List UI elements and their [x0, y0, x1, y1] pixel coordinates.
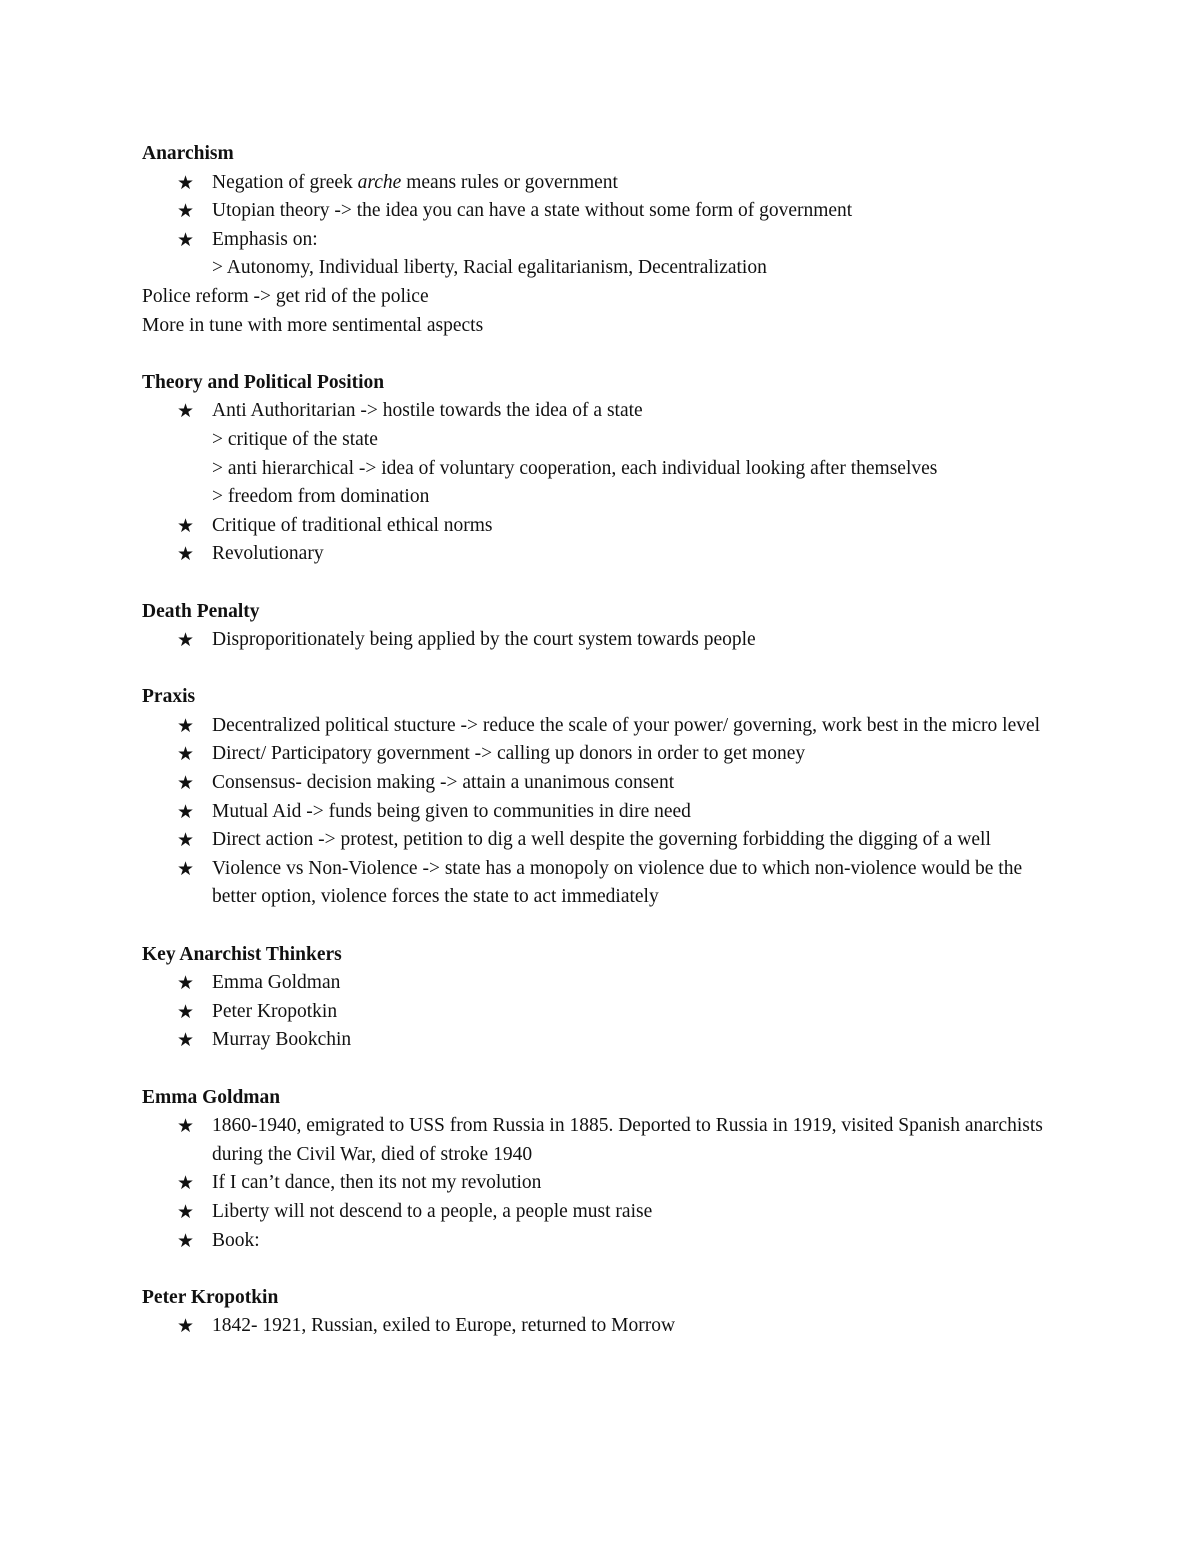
star-icon: ★ [177, 1172, 195, 1195]
sub-item: > Autonomy, Individual liberty, Racial egalitarianism, Decentralization [212, 257, 767, 279]
bullet-item [142, 512, 1062, 541]
bullet-item [142, 798, 1062, 827]
star-icon: ★ [177, 400, 195, 423]
bullet-item [142, 826, 1062, 855]
heading-praxis: Praxis [142, 686, 196, 708]
bullet-text: Violence vs Non-Violence -> state has a monopoly on violence due to which non-violence would be the better option, violence forces the state to act immediately [212, 857, 1023, 908]
star-icon: ★ [177, 1029, 195, 1052]
bullet-item [142, 197, 1062, 226]
star-icon: ★ [177, 1315, 195, 1338]
sub-item: > anti hierarchical -> idea of voluntary cooperation, each individual looking after themselves [212, 457, 938, 479]
star-icon: ★ [177, 800, 195, 823]
heading-peter-kropotkin: Peter Kropotkin [142, 1286, 279, 1308]
bullet-text: If I can’t dance, then its not my revolution [212, 1172, 542, 1194]
bullet-text: Disproporitionately being applied by the court system towards people [212, 629, 756, 651]
star-icon: ★ [177, 714, 195, 737]
star-icon: ★ [177, 972, 195, 995]
bullet-text: means rules or government [401, 171, 618, 193]
document-page [142, 140, 1062, 1341]
bullet-item [142, 169, 1062, 198]
bullet-text: Murray Bookchin [212, 1029, 352, 1051]
star-icon: ★ [177, 1229, 195, 1252]
bullet-item [142, 626, 1062, 655]
star-icon: ★ [177, 228, 195, 251]
bullet-item [142, 969, 1062, 998]
star-icon: ★ [177, 171, 195, 194]
bullet-text: Utopian theory -> the idea you can have a state without some form of government [212, 200, 853, 222]
bullet-text: Direct/ Participatory government -> calling up donors in order to get money [212, 743, 806, 765]
heading-death-penalty: Death Penalty [142, 600, 260, 622]
spacer [142, 569, 1062, 598]
star-icon: ★ [177, 514, 195, 537]
bullet-item [142, 226, 1062, 255]
bullet-text: Anti Authoritarian -> hostile towards the idea of a state [212, 400, 643, 422]
bullet-item [142, 712, 1062, 741]
sub-item: > freedom from domination [212, 486, 430, 508]
bullet-text: 1842- 1921, Russian, exiled to Europe, returned to Morrow [212, 1315, 676, 1337]
star-icon: ★ [177, 1200, 195, 1223]
star-icon: ★ [177, 629, 195, 652]
star-icon: ★ [177, 772, 195, 795]
bullet-item [142, 1312, 1062, 1341]
bullet-text: Mutual Aid -> funds being given to communities in dire need [212, 800, 691, 822]
bullet-item [142, 540, 1062, 569]
bullet-text-italic: arche [357, 171, 402, 193]
bullet-item [142, 998, 1062, 1027]
bullet-item [142, 740, 1062, 769]
bullet-item [142, 397, 1062, 426]
bullet-item [142, 855, 1062, 912]
star-icon: ★ [177, 857, 195, 880]
bullet-text: Critique of traditional ethical norms [212, 514, 493, 536]
bullet-text: Emphasis on: [212, 228, 318, 250]
bullet-text: Emma Goldman [212, 972, 341, 994]
bullet-text: Consensus- decision making -> attain a unanimous consent [212, 772, 675, 794]
spacer [142, 655, 1062, 684]
bullet-text: Peter Kropotkin [212, 1000, 338, 1022]
bullet-item [142, 1112, 1062, 1169]
spacer [142, 1255, 1062, 1284]
star-icon: ★ [177, 200, 195, 223]
bullet-text: Negation of greek [212, 171, 358, 193]
star-icon: ★ [177, 743, 195, 766]
heading-theory: Theory and Political Position [142, 371, 385, 393]
bullet-item [142, 1026, 1062, 1055]
spacer [142, 912, 1062, 941]
heading-anarchism: Anarchism [142, 143, 234, 164]
paragraph-line: Police reform -> get rid of the police [142, 285, 429, 307]
bullet-text: Revolutionary [212, 543, 324, 565]
bullet-text: 1860-1940, emigrated to USS from Russia in 1885. Deported to Russia in 1919, visited Spanish anarchists during the Civil War, died of stroke 1940 [212, 1115, 1043, 1165]
bullet-item [142, 1169, 1062, 1198]
star-icon: ★ [177, 1115, 195, 1138]
spacer [142, 340, 1062, 369]
paragraph-line: More in tune with more sentimental aspects [142, 314, 484, 336]
bullet-text: Book: [212, 1229, 260, 1251]
bullet-text: Decentralized political stucture -> reduce the scale of your power/ governing, work best in the micro level [212, 714, 1041, 736]
star-icon: ★ [177, 543, 195, 566]
sub-item: > critique of the state [212, 428, 378, 450]
heading-key-thinkers: Key Anarchist Thinkers [142, 943, 342, 965]
star-icon: ★ [177, 829, 195, 852]
star-icon: ★ [177, 1000, 195, 1023]
bullet-text: Direct action -> protest, petition to dig a well despite the governing forbidding the digging of a well [212, 829, 991, 851]
heading-emma-goldman: Emma Goldman [142, 1086, 281, 1108]
bullet-text: Liberty will not descend to a people, a people must raise [212, 1200, 653, 1222]
spacer [142, 1055, 1062, 1084]
bullet-item [142, 1227, 1062, 1256]
bullet-item [142, 1198, 1062, 1227]
bullet-item [142, 769, 1062, 798]
